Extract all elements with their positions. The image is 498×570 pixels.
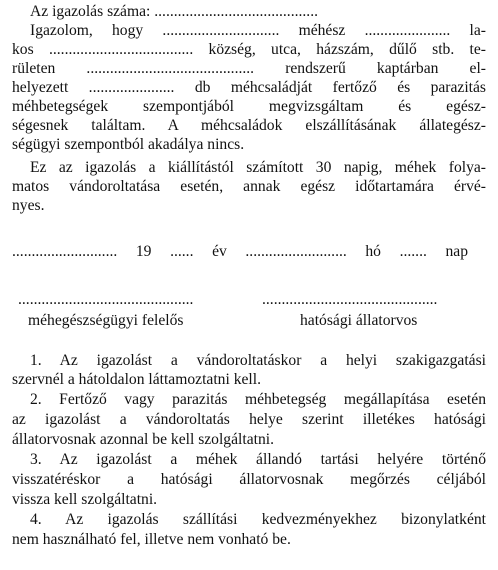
body-line: méhbetegségek szempontjából megvizsgáltam és egész-: [12, 98, 486, 115]
note-line: nem használható fel, illetve nem vonható be.: [12, 531, 291, 548]
note-line: 4. Az igazolás szállítási kedvezményekhez bizonylatként: [30, 511, 486, 528]
body-line: Igazolom, hogy .............................. méhész ...................... la-: [30, 22, 486, 39]
note-line: az igazolást a vándoroltatás helye szerint illetékes hatósági: [12, 411, 486, 428]
body-line: rületen ........................................... rendszerű kaptárban el-: [12, 60, 486, 77]
validity-line: matos vándoroltatása esetén, annak egész időtartamára érvé-: [12, 178, 486, 195]
body-line: helyezett ...................... db méhcsaládját fertőző és parazitás: [12, 79, 486, 96]
signature-line-left: .............................................: [18, 291, 194, 308]
note-line: állatorvosnak azonnal be kell szolgáltatni.: [12, 431, 274, 448]
body-line: kos ..................................... község, utca, házszám, dűlő stb. te-: [12, 41, 486, 58]
note-line: visszatéréskor a hatósági állatorvosnak megőrzés céljából: [12, 471, 486, 488]
note-line: 2. Fertőző vagy parazitás méhbetegség megállapítása esetén: [30, 391, 486, 408]
date-line: ........................... 19 ...... év .......................... hó ....... nap: [12, 243, 468, 260]
body-line: ségügyi szempontból akadálya nincs.: [12, 136, 245, 153]
signature-label-official-veterinarian: hatósági állatorvos: [300, 312, 418, 329]
signature-line-right: .............................................: [262, 291, 438, 308]
certificate-number-line: Az igazolás száma: ..........................................: [30, 3, 318, 20]
validity-line: nyes.: [12, 197, 45, 214]
signature-label-beekeeping-health-officer: méhegészségügyi felelős: [28, 312, 184, 329]
note-line: szervnél a hátoldalon láttamoztatni kell.: [12, 371, 261, 388]
note-line: vissza kell szolgáltatni.: [12, 491, 158, 508]
note-line: 1. Az igazolást a vándoroltatáskor a helyi szakigazgatási: [30, 352, 486, 369]
body-line: ségesnek találtam. A méhcsaládok elszállításának állategész-: [12, 117, 486, 134]
note-line: 3. Az igazolást a méhek állandó tartási helyére történő: [30, 451, 486, 468]
validity-line: Ez az igazolás a kiállítástól számított 30 napig, méhek folya-: [30, 159, 486, 176]
